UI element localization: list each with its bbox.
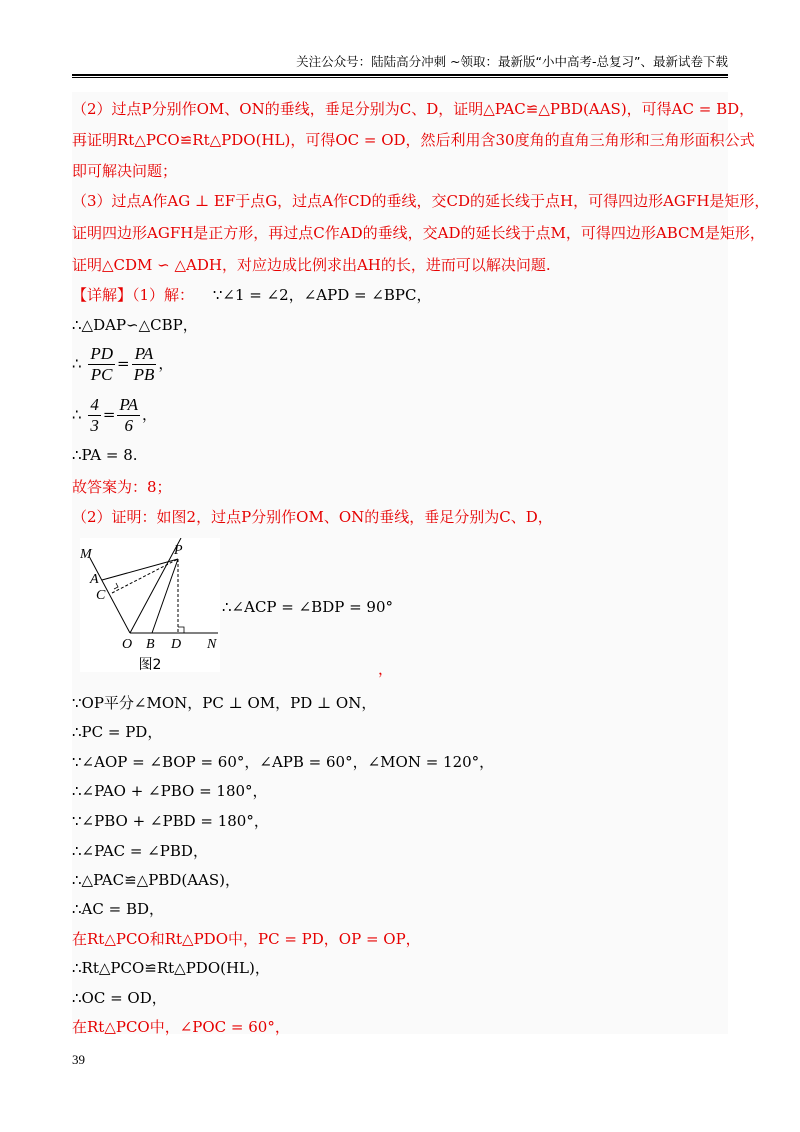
figure-caption: 图2 bbox=[138, 657, 162, 673]
ratio-line-1: ∴ $\frac{PD}{PC}$ = $\frac{PA}{PB}$ ， bbox=[72, 344, 174, 384]
segment-ap bbox=[102, 559, 178, 580]
label-p: P bbox=[174, 543, 183, 558]
proof-line-11: ∴OC = OD， bbox=[72, 989, 167, 1007]
proof-line-4: ∴∠PAO + ∠PBO = 180°， bbox=[72, 782, 268, 800]
label-o: O bbox=[122, 637, 133, 652]
label-n: N bbox=[207, 637, 217, 652]
ratio1-num-r: PA bbox=[132, 344, 157, 365]
label-c: C bbox=[96, 588, 106, 603]
label-m: M bbox=[80, 547, 92, 562]
proof-line-10: ∴Rt△PCO≌Rt△PDO(HL)， bbox=[72, 959, 270, 977]
ratio2-num-r: PA bbox=[119, 395, 138, 414]
ratio2-comma: ， bbox=[141, 405, 157, 424]
analysis-line-1: （2）过点P分别作OM、ON的垂线，垂足分别为C、D，证明△PAC≌△PBD(AAS)，可得AC = BD， bbox=[72, 100, 755, 118]
ratio2-num-l: 4 bbox=[90, 395, 99, 414]
page-number: 39 bbox=[72, 1052, 85, 1067]
analysis-line-4: （3）过点A作AG ⊥ EF于点G，过点A作CD的垂线，交CD的延长线于点H，可得四边形AGFH是矩形， bbox=[72, 192, 770, 210]
segment-bp bbox=[152, 559, 178, 633]
pa-result: ∴PA = 8. bbox=[72, 446, 138, 464]
part1-intro: （1）解： bbox=[132, 286, 195, 304]
geometry-diagram bbox=[80, 538, 220, 654]
answer-line: 故答案为：8； bbox=[72, 478, 172, 496]
ratio1-prefix: ∴ bbox=[72, 354, 82, 373]
given-angles: ∵∠1 = ∠2，∠APD = ∠BPC， bbox=[212, 286, 432, 304]
fraction-pa-6 bbox=[117, 395, 140, 436]
detail-line bbox=[72, 284, 432, 305]
similar-line: ∴△DAP∽△CBP， bbox=[72, 316, 198, 334]
analysis-line-5: 证明四边形AGFH是正方形，再过点C作AD的垂线，交AD的延长线于点M，可得四边形ABCM是矩形， bbox=[72, 224, 765, 242]
content-area bbox=[72, 92, 770, 1036]
right-angle-d bbox=[178, 627, 184, 633]
fraction-4-3 bbox=[88, 395, 101, 436]
header-rule-thin bbox=[72, 77, 728, 78]
label-d: D bbox=[171, 637, 182, 652]
proof-line-7: ∴△PAC≌△PBD(AAS)， bbox=[72, 871, 240, 889]
ratio1-den-l: PC bbox=[90, 365, 113, 384]
fraction-pa-pb bbox=[132, 344, 157, 385]
part2-line: （2）证明：如图2，过点P分别作OM、ON的垂线，垂足分别为C、D， bbox=[72, 508, 553, 526]
ratio2-den-l: 3 bbox=[90, 416, 99, 435]
figure-2 bbox=[80, 538, 220, 672]
proof-line-3: ∵∠AOP = ∠BOP = 60°，∠APB = 60°，∠MON = 120°， bbox=[72, 753, 495, 771]
proof-line-12: 在Rt△PCO中，∠POC = 60°， bbox=[72, 1018, 290, 1036]
analysis-line-6: 证明△CDM ∽ △ADH，对应边成比例求出AH的长，进而可以解决问题. bbox=[72, 256, 551, 274]
ratio1-comma: ， bbox=[158, 354, 174, 373]
label-a: A bbox=[90, 572, 99, 587]
proof-line-8: ∴AC = BD， bbox=[72, 900, 165, 918]
detail-label: 【详解】 bbox=[72, 286, 133, 304]
header-rule bbox=[72, 74, 728, 76]
right-angle-c bbox=[114, 583, 118, 589]
analysis-line-2: 再证明Rt△PCO≌Rt△PDO(HL)，可得OC = OD，然后利用含30度角的直角三角形和三角形面积公式 bbox=[72, 131, 755, 149]
fraction-pd-pc bbox=[88, 344, 115, 385]
ratio2-prefix: ∴ bbox=[72, 405, 82, 424]
page-header: 关注公众号：陆陆高分冲刺 ~领取：最新版“小中高考-总复习”、最新试卷下载 bbox=[296, 54, 728, 69]
label-b: B bbox=[146, 637, 155, 652]
proof-line-6: ∴∠PAC = ∠PBD， bbox=[72, 842, 208, 860]
analysis-line-3: 即可解决问题； bbox=[72, 162, 178, 180]
proof-line-2: ∴PC = PD， bbox=[72, 723, 163, 741]
ratio2-den-r: 6 bbox=[124, 416, 133, 435]
proof-line-5: ∵∠PBO + ∠PBD = 180°， bbox=[72, 812, 269, 830]
proof-line-1: ∵OP平分∠MON，PC ⊥ OM，PD ⊥ ON， bbox=[72, 694, 377, 712]
ratio-line-2: ∴ $\frac{4}{3}$ = $\frac{PA}{6}$ ， bbox=[72, 395, 157, 435]
ratio1-num-l: PD bbox=[90, 344, 113, 363]
proof-line-9: 在Rt△PCO和Rt△PDO中，PC = PD，OP = OP， bbox=[72, 930, 421, 948]
ratio1-den-r: PB bbox=[133, 365, 155, 384]
right-angles-line: ∴∠ACP = ∠BDP = 90° bbox=[222, 598, 394, 616]
figure-comma: ， bbox=[378, 660, 394, 678]
